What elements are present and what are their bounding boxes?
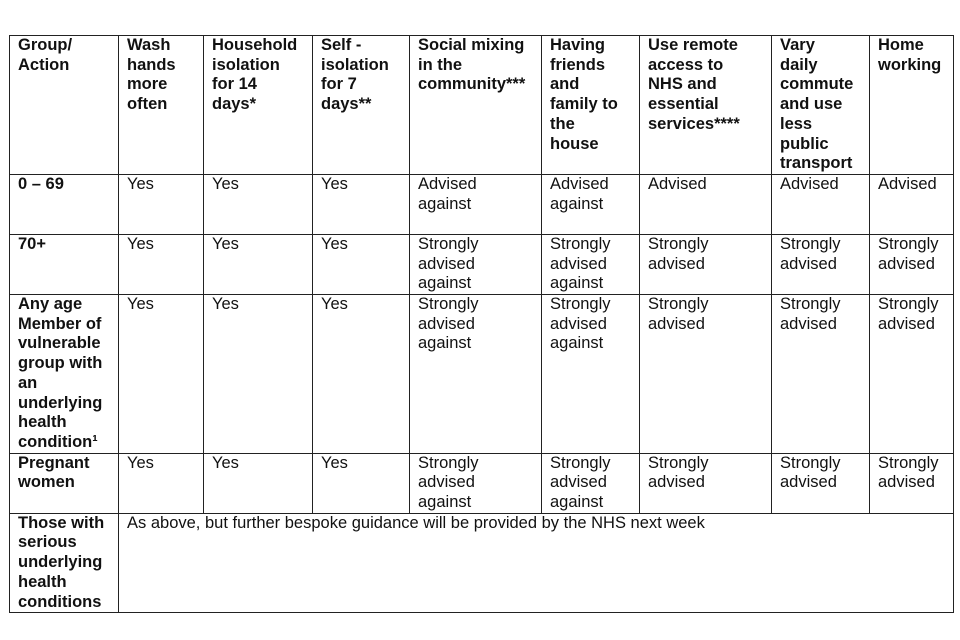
- header-cell-self-isolation: Self - isolation for 7 days**: [313, 36, 410, 175]
- header-cell-social-mixing: Social mixing in the community***: [410, 36, 542, 175]
- table-cell: Advised against: [410, 174, 542, 234]
- table-cell: Yes: [119, 234, 204, 294]
- group-cell: 0 – 69: [10, 174, 119, 234]
- table-cell: Advised against: [542, 174, 640, 234]
- table-cell: Yes: [204, 174, 313, 234]
- table-cell: Advised: [772, 174, 870, 234]
- group-cell: 70+: [10, 234, 119, 294]
- guidance-table: [9, 35, 954, 613]
- table-cell: Yes: [119, 295, 204, 454]
- table-cell: Advised: [640, 174, 772, 234]
- header-cell-friends-family: Having friends and family to the house: [542, 36, 640, 175]
- header-cell-remote-access: Use remote access to NHS and essential services****: [640, 36, 772, 175]
- table-cell: Yes: [119, 174, 204, 234]
- group-cell: Any age Member of vulnerable group with an underlying health condition¹: [10, 295, 119, 454]
- table-cell: Yes: [204, 234, 313, 294]
- table-cell: Strongly advised: [640, 453, 772, 513]
- table-cell: Strongly advised against: [542, 295, 640, 454]
- group-cell: Those with serious underlying health conditions: [10, 513, 119, 613]
- table-cell: Strongly advised: [870, 453, 954, 513]
- table-row: [10, 234, 954, 294]
- table-cell: Yes: [313, 234, 410, 294]
- table-row: [10, 513, 954, 613]
- table-cell: Strongly advised: [870, 295, 954, 454]
- table-cell: Strongly advised against: [410, 234, 542, 294]
- group-cell: Pregnant women: [10, 453, 119, 513]
- header-cell-household-isolation: Household isolation for 14 days*: [204, 36, 313, 175]
- table-cell: Strongly advised: [640, 234, 772, 294]
- table-cell: Yes: [204, 453, 313, 513]
- table-cell: Strongly advised against: [410, 295, 542, 454]
- bespoke-guidance-note: As above, but further bespoke guidance will be provided by the NHS next week: [119, 513, 954, 613]
- header-cell-home-working: Home working: [870, 36, 954, 175]
- table-cell: Strongly advised: [870, 234, 954, 294]
- table-cell: Strongly advised: [772, 295, 870, 454]
- table-cell: Yes: [313, 174, 410, 234]
- header-cell-wash-hands: Wash hands more often: [119, 36, 204, 175]
- table-row: [10, 295, 954, 454]
- table-cell: Strongly advised: [772, 453, 870, 513]
- table-cell: Strongly advised: [640, 295, 772, 454]
- table-cell: Strongly advised: [772, 234, 870, 294]
- header-cell-group-action: Group/ Action: [10, 36, 119, 175]
- table-cell: Strongly advised against: [410, 453, 542, 513]
- header-cell-vary-commute: Vary daily commute and use less public transport: [772, 36, 870, 175]
- table-cell: Yes: [313, 295, 410, 454]
- table-cell: Yes: [119, 453, 204, 513]
- table-cell: Advised: [870, 174, 954, 234]
- table-cell: Strongly advised against: [542, 234, 640, 294]
- header-row: [10, 36, 954, 175]
- table-cell: Yes: [313, 453, 410, 513]
- table-cell: Strongly advised against: [542, 453, 640, 513]
- table-row: [10, 174, 954, 234]
- table-row: [10, 453, 954, 513]
- table-cell: Yes: [204, 295, 313, 454]
